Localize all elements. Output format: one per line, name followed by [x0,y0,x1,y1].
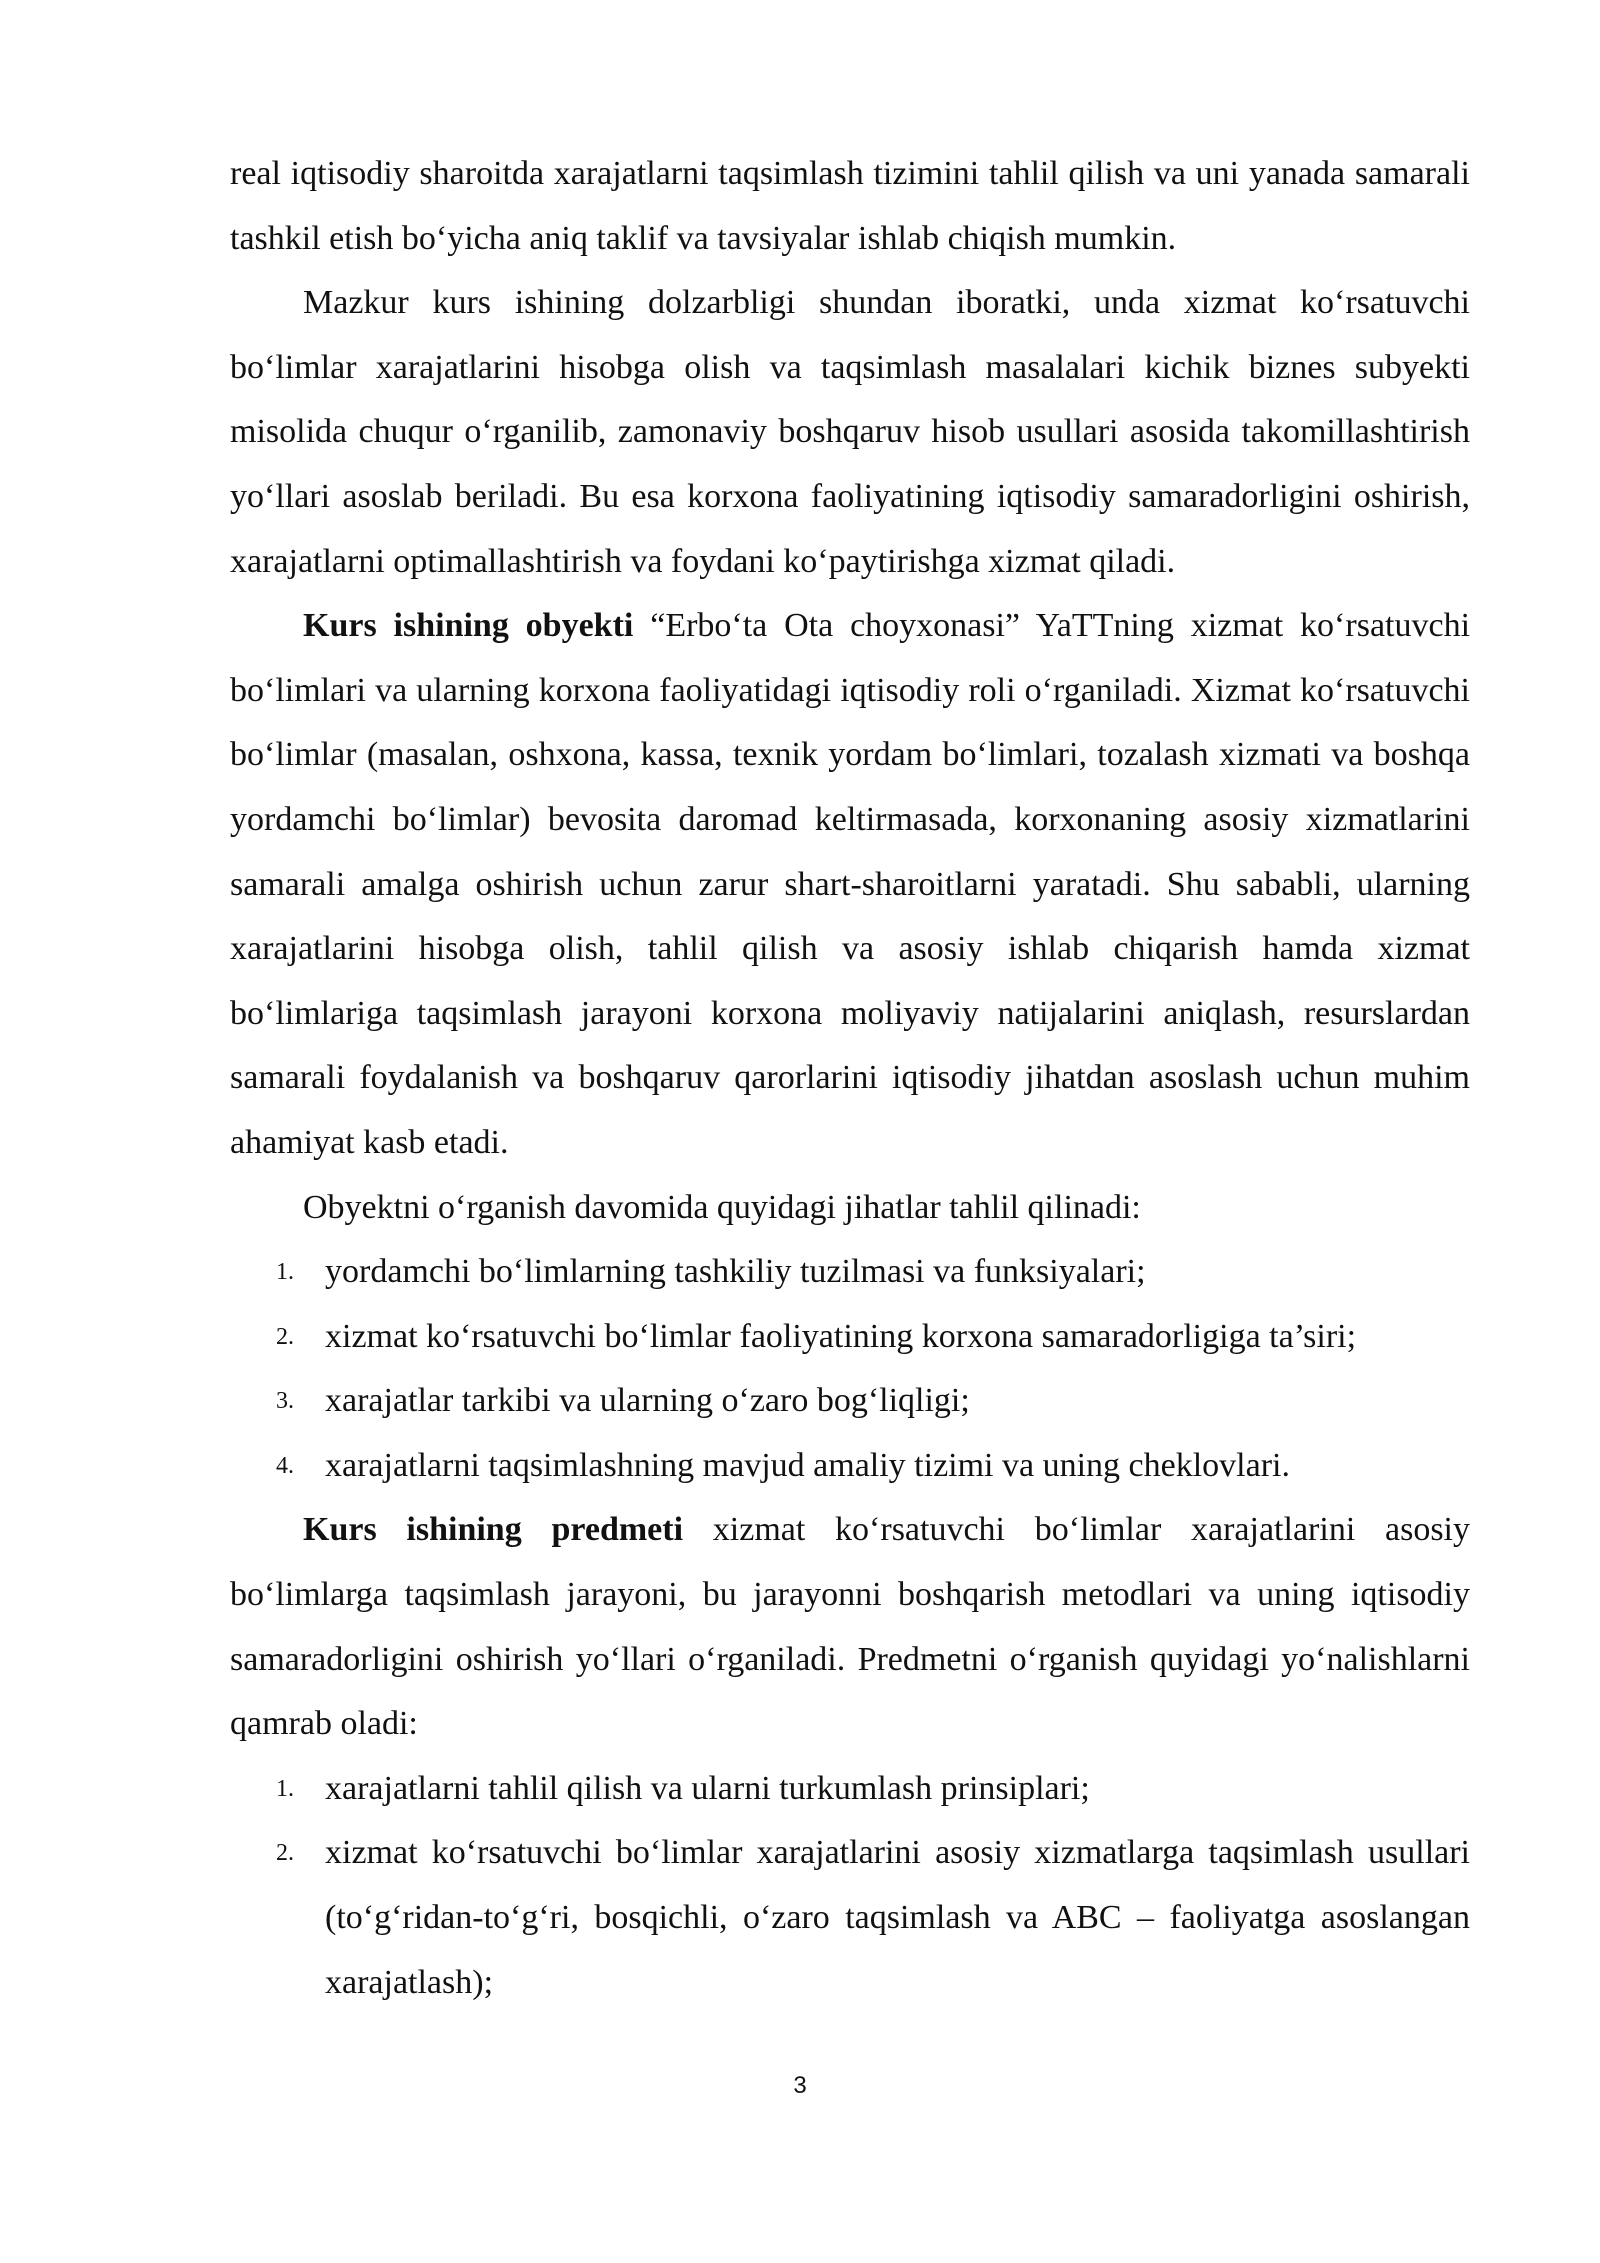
list-item-text: xarajatlar tarkibi va ularning o‘zaro bog‘liqligi; [325,1382,970,1420]
subject-heading: Kurs ishining predmeti [303,1511,684,1549]
object-heading: Kurs ishining obyekti [303,607,634,645]
list-item-number: 2. [276,1323,294,1350]
paragraph-object-aspects-intro: Obyektni o‘rganish davomida quyidagi jihatlar tahlil qilinadi: [303,1188,1141,1226]
subject-directions-list [230,1757,1470,2015]
paragraph-relevance: Mazkur kurs ishining dolzarbligi shundan iboratki, unda xizmat ko‘rsatuvchi bo‘limlar xarajatlarini hisobga olish va taqsimlash masalalari kichik biznes subyekti misolida chuqur o‘rganilib, zamonaviy boshqaruv hisob usullari asosida takomillashtirish yo‘llari asoslab beriladi. Bu esa korxona faoliyatining iqtisodiy samaradorligini oshirish, xarajatlarni optimallashtirish va foydani ko‘paytirishga xizmat qiladi. [230,284,1470,580]
list-item [230,1305,1470,1370]
list-item-text: xizmat ko‘rsatuvchi bo‘limlar faoliyatining korxona samaradorligiga ta’siri; [325,1317,1357,1355]
list-item-number: 3. [276,1388,294,1415]
list-item [230,1434,1470,1499]
object-text: “Erbo‘ta Ota choyxonasi” YaTTning xizmat ko‘rsatuvchi bo‘limlari va ularning korxona faoliyatidagi iqtisodiy roli o‘rganiladi. Xizmat ko‘rsatuvchi bo‘limlar (masalan, oshxona, kassa, texnik yordam bo‘limlari, tozalash xizmati va boshqa yordamchi bo‘limlar) bevosita daromad keltirmasada, korxonaning asosiy xizmatlarini samarali amalga oshirish uchun zarur shart-sharoitlarni yaratadi. Shu sababli, ularning xarajatlarini hisobga olish, tahlil qilish va asosiy ishlab chiqarish hamda xizmat bo‘limlariga taqsimlash jarayoni korxona moliyaviy natijalarini aniqlash, resurslardan samarali foydalanish va boshqaruv qarorlarini iqtisodiy jihatdan asoslash uchun muhim ahamiyat kasb etadi. [230,607,1471,1161]
paragraph-object [230,594,1470,1175]
object-aspects-list [230,1240,1470,1498]
list-item-text: xarajatlarni taqsimlashning mavjud amaliy tizimi va uning cheklovlari. [325,1446,1290,1484]
list-item [230,1369,1470,1434]
paragraph-subject [230,1498,1470,1756]
list-item-text: yordamchi bo‘limlarning tashkiliy tuzilmasi va funksiyalari; [325,1253,1146,1291]
paragraph-intro-continuation: real iqtisodiy sharoitda xarajatlarni taqsimlash tizimini tahlil qilish va uni yanada samarali tashkil etish bo‘yicha aniq taklif va tavsiyalar ishlab chiqish mumkin. [230,155,1470,257]
list-item-number: 4. [276,1452,294,1479]
list-item-text: xarajatlarni tahlil qilish va ularni turkumlash prinsiplari; [325,1769,1090,1807]
list-item-number: 1. [276,1259,294,1286]
list-item-number: 2. [276,1840,294,1867]
list-item-number: 1. [276,1775,294,1802]
subject-text: xizmat ko‘rsatuvchi bo‘limlar xarajatlarini asosiy bo‘limlarga taqsimlash jarayoni, bu jarayonni boshqarish metodlari va uning iqtisodiy samaradorligini oshirish yo‘llari o‘rganiladi. Predmetni o‘rganish quyidagi yo‘nalishlarni qamrab oladi: [230,1511,1471,1743]
page-number: 3 [793,2072,807,2099]
list-item [230,1821,1470,2015]
page-body [230,142,1470,2015]
list-item [230,1240,1470,1305]
list-item [230,1757,1470,1822]
list-item-text: xizmat ko‘rsatuvchi bo‘limlar xarajatlarini asosiy xizmatlarga taqsimlash usullari (to‘g‘ridan-to‘g‘ri, bosqichli, o‘zaro taqsimlash va ABC – faoliyatga asoslangan xarajatlash); [325,1834,1470,2001]
